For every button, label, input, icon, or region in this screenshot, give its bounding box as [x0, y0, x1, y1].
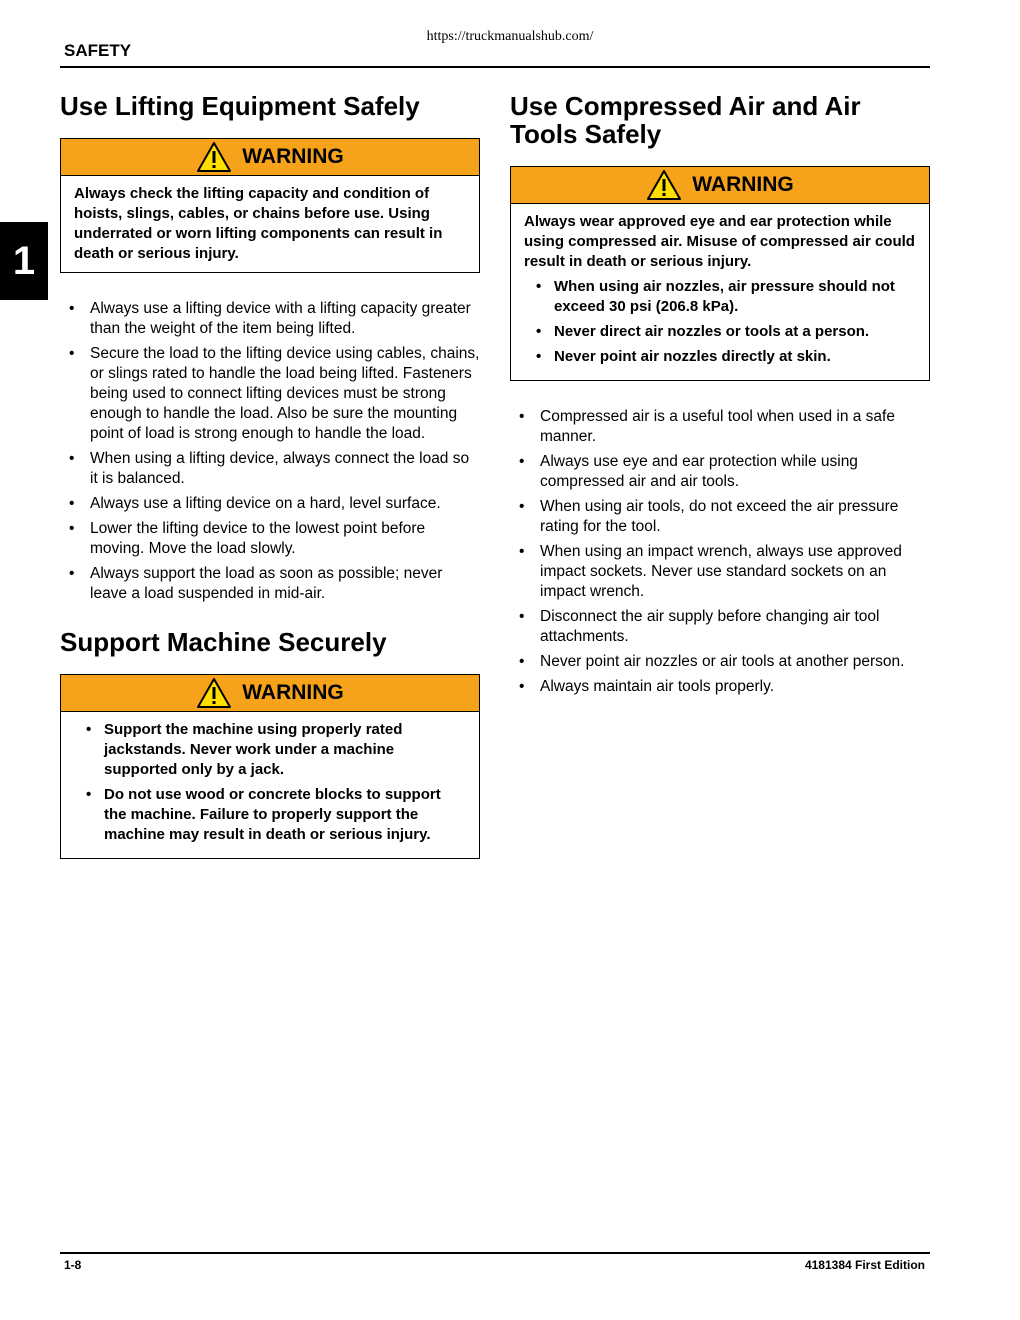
- air-warning-header: [511, 167, 929, 204]
- list-item: • When using an impact wrench, always use approved impact sockets. Never use standard sockets on an impact wrench.: [510, 542, 930, 602]
- warning-label: WARNING: [242, 145, 344, 168]
- list-item: • Disconnect the air supply before changing air tool attachments.: [510, 607, 930, 647]
- edition-label: 4181384 First Edition: [804, 1258, 925, 1272]
- air-list: [510, 407, 930, 697]
- support-warning-list: [74, 720, 467, 845]
- air-title: Use Compressed Air and Air Tools Safely: [510, 91, 861, 149]
- warning-triangle-icon: [196, 677, 232, 709]
- warning-triangle-icon: [646, 169, 682, 201]
- list-item: • Always use eye and ear protection while using compressed air and air tools.: [510, 452, 930, 492]
- list-item: • Always support the load as soon as possible; never leave a load suspended in mid-air.: [60, 564, 480, 604]
- support-warning-box: [60, 674, 480, 859]
- list-item: • Secure the load to the lifting device using cables, chains, or slings rated to handle the load being lifted. Fasteners being used to connect lifting devices must be strong enough to handle the load. Also be sure the mounting point of load is strong enough to handle the load.: [60, 344, 480, 444]
- warning-label: WARNING: [692, 173, 794, 196]
- right-column: [510, 92, 930, 702]
- warning-triangle-icon: [196, 141, 232, 173]
- support-warning-header: [61, 675, 479, 712]
- chapter-tab: 1: [0, 222, 48, 300]
- header-divider: [60, 66, 930, 68]
- lifting-list: [60, 299, 480, 604]
- source-url[interactable]: https://truckmanualshub.com/: [426, 29, 594, 44]
- footer-divider: [60, 1252, 930, 1254]
- left-column: [60, 92, 480, 885]
- air-warning-list: [524, 277, 917, 367]
- list-item: • Always maintain air tools properly.: [510, 677, 930, 697]
- lifting-title: Use Lifting Equipment Safely: [60, 91, 420, 121]
- lifting-warning-box: [60, 138, 480, 273]
- support-title: Support Machine Securely: [60, 627, 387, 657]
- list-item: • Always use a lifting device on a hard, level surface.: [60, 494, 480, 514]
- list-item: • When using air tools, do not exceed the air pressure rating for the tool.: [510, 497, 930, 537]
- support-warning-body: [61, 712, 479, 858]
- list-item: • Do not use wood or concrete blocks to support the machine. Failure to properly support the machine may result in death or serious injury.: [74, 785, 467, 845]
- list-item: • Always use a lifting device with a lifting capacity greater than the weight of the item being lifted.: [60, 299, 480, 339]
- list-item: • When using a lifting device, always connect the load so it is balanced.: [60, 449, 480, 489]
- lifting-warning-header: [61, 139, 479, 176]
- list-item: • Support the machine using properly rated jackstands. Never work under a machine supported only by a jack.: [74, 720, 467, 780]
- lifting-warning-text: Always check the lifting capacity and condition of hoists, slings, cables, or chains before use. Using underrated or worn lifting components can result in death or serious injury.: [74, 185, 443, 262]
- list-item: • Never point air nozzles directly at skin.: [524, 347, 917, 367]
- page-number: 1-8: [64, 1258, 82, 1272]
- lifting-warning-body: [61, 176, 479, 272]
- list-item: • Never direct air nozzles or tools at a person.: [524, 322, 917, 342]
- air-warning-box: [510, 166, 930, 381]
- air-warning-body: [511, 204, 929, 380]
- air-warning-text: Always wear approved eye and ear protection while using compressed air. Misuse of compressed air could result in death or serious injury.: [524, 213, 915, 270]
- list-item: • Never point air nozzles or air tools at another person.: [510, 652, 930, 672]
- list-item: • Lower the lifting device to the lowest point before moving. Move the load slowly.: [60, 519, 480, 559]
- list-item: • Compressed air is a useful tool when used in a safe manner.: [510, 407, 930, 447]
- section-label: SAFETY: [64, 41, 132, 60]
- list-item: • When using air nozzles, air pressure should not exceed 30 psi (206.8 kPa).: [524, 277, 917, 317]
- warning-label: WARNING: [242, 681, 344, 704]
